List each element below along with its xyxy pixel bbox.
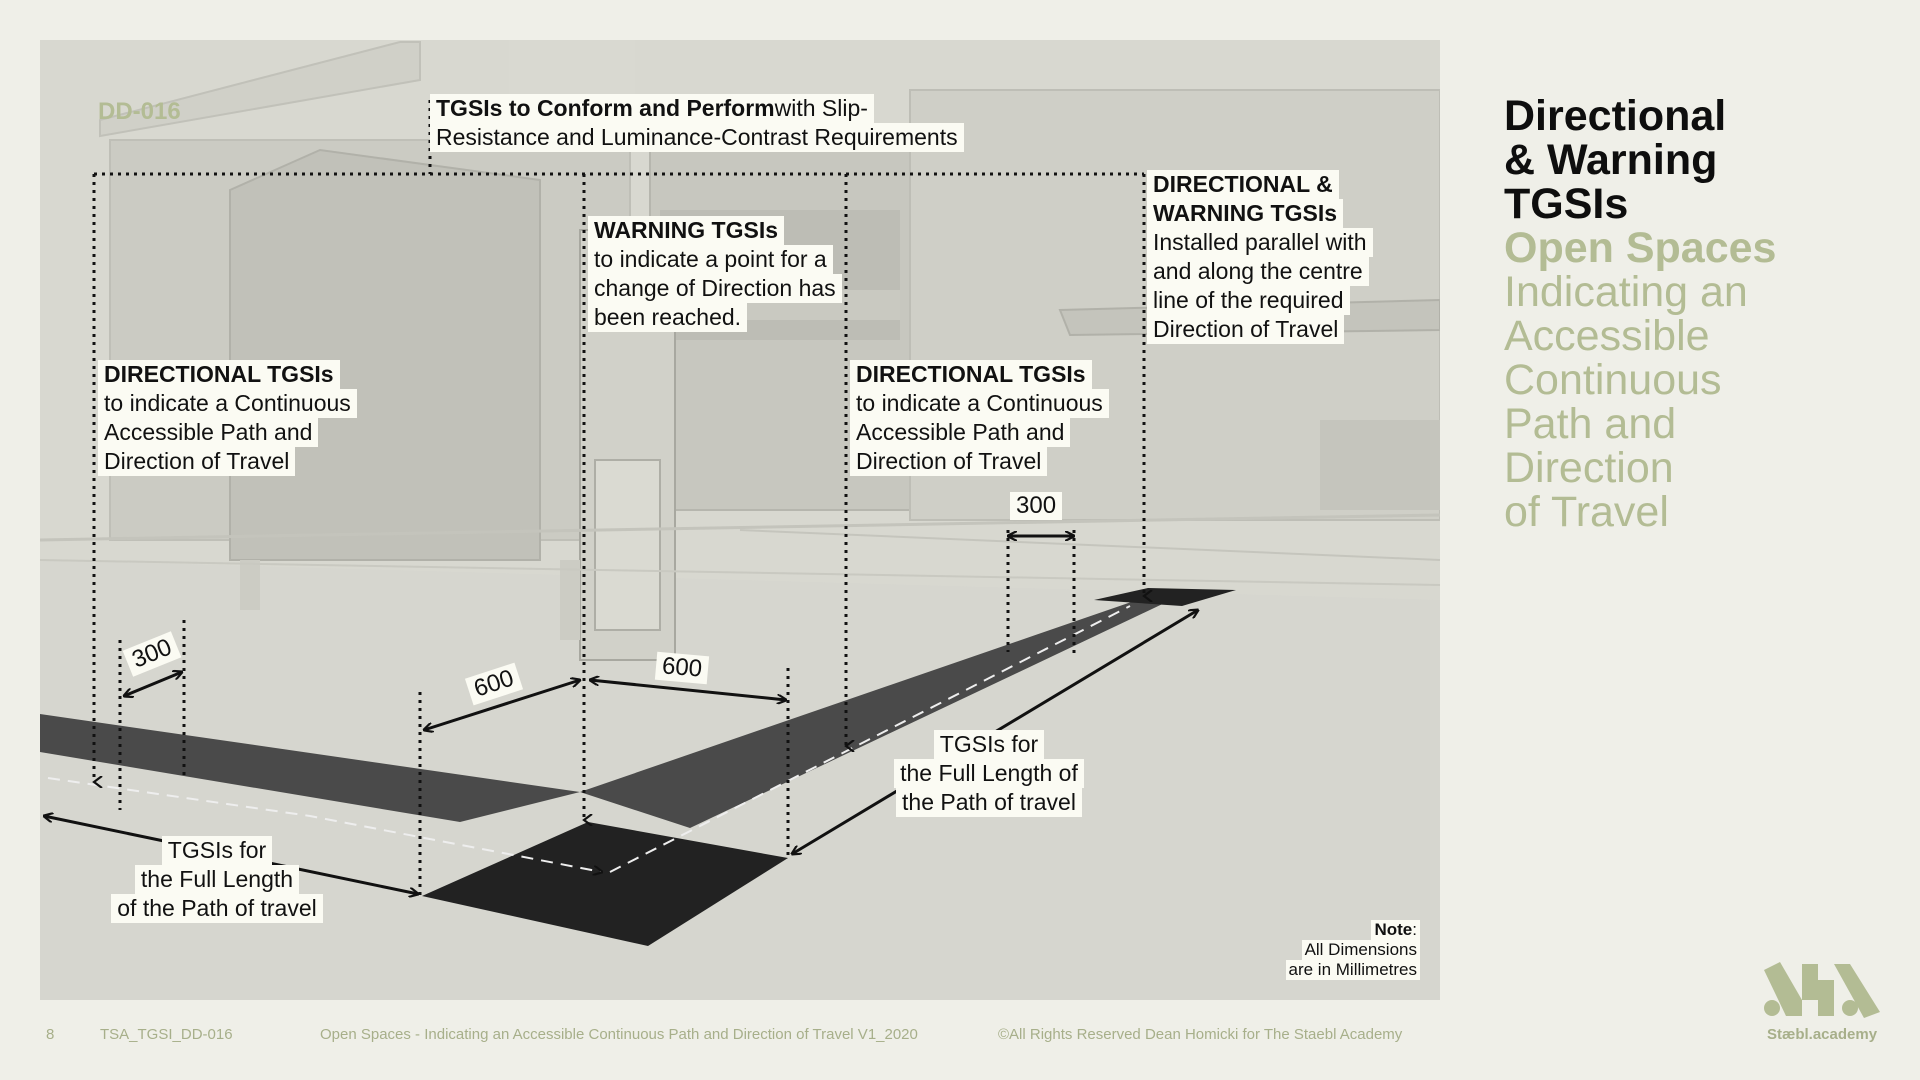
directional-right-line: to indicate a Continuous: [850, 389, 1109, 418]
staebl-logo-icon: [1762, 960, 1882, 1020]
sidebar-line: Path and: [1504, 400, 1677, 448]
sheet-code: DD-016: [98, 98, 181, 125]
full-length-right-line: the Full Length of: [894, 759, 1084, 788]
dir-warn-title1: DIRECTIONAL &: [1147, 170, 1339, 199]
full-length-left-line: the Full Length: [135, 865, 299, 894]
footer-page-number: 8: [46, 1026, 55, 1043]
footer-rights: ©All Rights Reserved Dean Homicki for The Staebl Academy: [998, 1026, 1403, 1043]
directional-left-line: to indicate a Continuous: [98, 389, 357, 418]
warning-callout: [588, 216, 842, 332]
sidebar-line: Indicating an: [1504, 268, 1748, 316]
directional-left-title: DIRECTIONAL TGSIs: [98, 360, 340, 389]
sidebar-title-line: TGSIs: [1504, 180, 1629, 228]
directional-right-callout: [850, 360, 1109, 476]
background-photo: [40, 40, 1440, 1000]
sidebar-subtitle: Open Spaces: [1504, 224, 1777, 272]
warning-line: to indicate a point for a: [588, 245, 833, 274]
sidebar-line: of Travel: [1504, 488, 1669, 536]
directional-left-callout: [98, 360, 357, 476]
footer-description: Open Spaces - Indicating an Accessible Continuous Path and Direction of Travel V1_2020: [320, 1026, 918, 1043]
dir-warn-line: line of the required: [1147, 286, 1350, 315]
sidebar-title-line: & Warning: [1504, 136, 1718, 184]
note-line1: All Dimensions: [1302, 940, 1420, 960]
dimension-600-left: 600: [465, 663, 523, 706]
full-length-right-callout: [884, 730, 1094, 817]
directional-right-line: Direction of Travel: [850, 447, 1047, 476]
brand-name: Stæbl.academy: [1767, 1026, 1878, 1043]
sidebar-title-block: [1504, 94, 1776, 534]
dimensions-note: Note: All Dimensions are in Millimetres: [1286, 920, 1420, 980]
conform-title: TGSIs to Conform and Perform: [436, 95, 775, 121]
warning-line: been reached.: [588, 303, 747, 332]
directional-right-title: DIRECTIONAL TGSIs: [850, 360, 1092, 389]
sidebar-title-line: Directional: [1504, 92, 1727, 140]
dir-warn-line: Installed parallel with: [1147, 228, 1373, 257]
conform-line2: Resistance and Luminance-Contrast Requirements: [430, 123, 964, 152]
note-line2: are in Millimetres: [1286, 960, 1420, 980]
warning-line: change of Direction has: [588, 274, 842, 303]
full-length-left-line: of the Path of travel: [111, 894, 322, 923]
footer-code: TSA_TGSI_DD-016: [100, 1026, 233, 1043]
dir-warn-line: Direction of Travel: [1147, 315, 1344, 344]
note-label: Note: [1374, 920, 1413, 939]
dimension-600-right: 600: [655, 652, 709, 684]
dimension-300-right: 300: [1010, 492, 1062, 520]
full-length-left-callout: [94, 836, 340, 923]
directional-right-line: Accessible Path and: [850, 418, 1070, 447]
conform-callout: [430, 94, 964, 152]
sidebar-line: Accessible: [1504, 312, 1710, 360]
full-length-right-line: TGSIs for: [934, 730, 1044, 759]
conform-line1-rest: with Slip-: [774, 95, 868, 121]
dimension-300-left: 300: [123, 631, 182, 676]
sidebar-line: Continuous: [1504, 356, 1722, 404]
full-length-left-line: TGSIs for: [162, 836, 272, 865]
full-length-right-line: the Path of travel: [896, 788, 1082, 817]
directional-left-line: Direction of Travel: [98, 447, 295, 476]
warning-title: WARNING TGSIs: [588, 216, 784, 245]
dir-warn-title2: WARNING TGSIs: [1147, 199, 1343, 228]
directional-warning-callout: [1147, 170, 1373, 344]
directional-left-line: Accessible Path and: [98, 418, 318, 447]
sidebar-line: Direction: [1504, 444, 1674, 492]
dir-warn-line: and along the centre: [1147, 257, 1369, 286]
